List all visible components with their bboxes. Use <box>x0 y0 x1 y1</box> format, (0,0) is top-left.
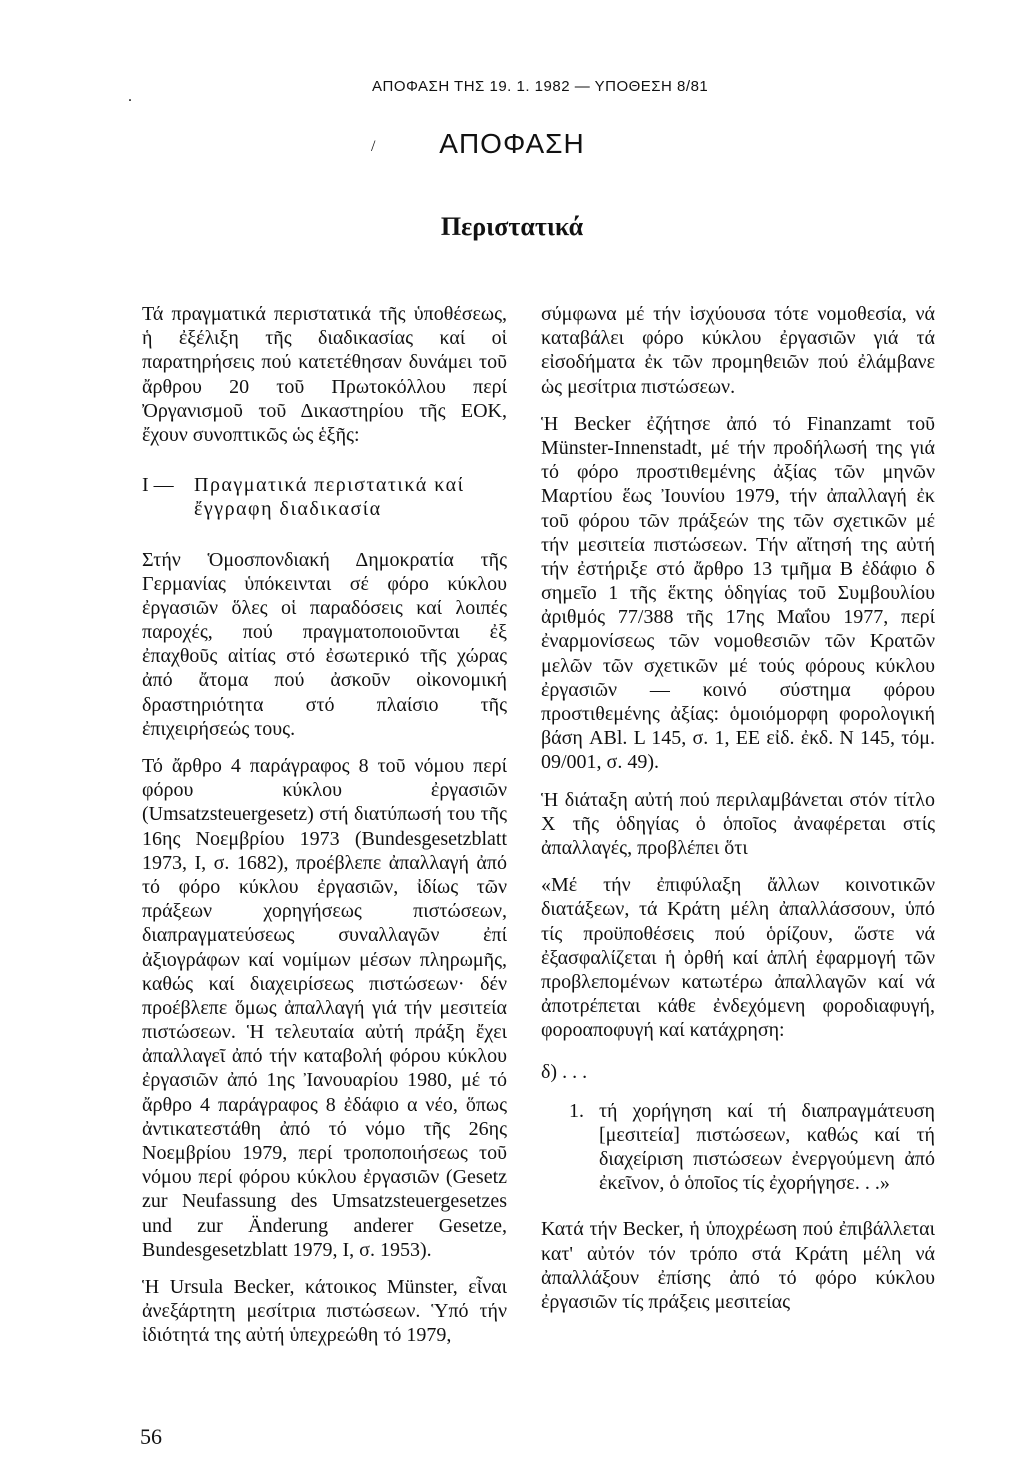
list-item <box>541 1099 935 1196</box>
right-column <box>541 302 935 1327</box>
closing-paragraph: Κατά τήν Becker, ἡ ὑποχρέωση πού ἐπιβάλλεται κατ' αὐτόν τόν τρόπο στά Κράτη μέλη νά ἀπαλλάξουν ἐπίσης ἀπό τό φόρο κύκλου ἐργασιῶν τίς πράξεις μεσιτείας <box>541 1218 935 1313</box>
page-number: 56 <box>140 1424 162 1449</box>
body-paragraph: σύμφωνα μέ τήν ἰσχύουσα τότε νομοθεσία, νά καταβάλει φόρο κύκλου ἐργασιῶν γιά τά εἰσοδήματα ἐκ τῶν προμηθειῶν πού ἐλάμβανε ὡς μεσίτρια πιστώσεων. <box>541 303 935 398</box>
section-heading <box>142 473 507 521</box>
body-paragraph: Ἡ Becker ἐζήτησε ἀπό τό Finanzamt τοῦ Münster-Innenstadt, μέ τήν προδήλωσή της γιά τό φόρο προστιθεμένης ἀξίας τῶν μηνῶν Μαρτίου ἕως Ἰουνίου 1979, τήν ἀπαλλαγή ἐκ τοῦ φόρου τῶν πράξεών της τῶν σχετικῶν μέ τήν μεσιτεία πιστώσεων. Τήν αἴτησή της αὐτή τήν ἐστήριξε στό ἄρθρο 13 τμῆμα Β ἐδάφιο δ σημεῖο 1 τῆς ἕκτης ὁδηγίας τοῦ Συμβουλίου ἀριθμός 77/388 τῆς 17ης Μαΐου 1977, περί ἐναρμονίσεως τῶν νομοθεσιῶν τῶν Κρατῶν μελῶν τῶν σχετικῶν μέ τούς φόρους κύκλου ἐργασιῶν — κοινό σύστημα φόρου προστιθεμένης ἀξίας: ὁμοιόμορφη φορολογική βάση ABl. L 145, σ. 1, ΕΕ εἰδ. ἐκδ. Ν 145, τόμ. 09/001, σ. 49). <box>541 412 935 774</box>
directive-quote: «Μέ τήν ἐπιφύλαξη ἄλλων κοινοτικῶν διατάξεων, τά Κράτη μέλη ἀπαλλάσσουν, ὑπό τίς προϋποθέσεις πού ὁρίζουν, ὥστε νά ἐξασφαλίζεται ἡ ὀρθή καί ἁπλή ἐφαρμογή τῶν προβλεπομένων κατωτέρω ἀπαλλαγῶν καί νά ἀποτρέπεται κάθε ἐνδεχόμενη φοροδιαφυγή, φοροαποφυγή καί κατάχρηση: <box>541 874 935 1042</box>
page-title: ΑΠΟΦΑΣΗ <box>439 128 585 159</box>
running-head: ΑΠΟΦΑΣΗ ΤΗΣ 19. 1. 1982 — ΥΠΟΘΕΣΗ 8/81 <box>372 78 709 95</box>
stray-slash-mark: / <box>371 138 376 155</box>
body-paragraph: Ἡ διάταξη αὐτή πού περιλαμβάνεται στόν τίτλο Χ τῆς ὁδηγίας ὁ ὁποῖος ἀναφέρεται στίς ἀπαλλαγές, προβλέπει ὅτι <box>541 788 935 859</box>
section-number: I — <box>142 474 174 497</box>
body-paragraph: Τό ἄρθρο 4 παράγραφος 8 τοῦ νόμου περί φόρου κύκλου ἐργασιῶν (Umsatzsteuergesetz) στή διατύπωσή του τῆς 16ης Νοεμβρίου 1973 (Bundesgesetzblatt 1973, I, σ. 1682), προέβλεπε ἀπαλλαγή ἀπό τό φόρο κύκλου ἐργασιῶν, ἰδίως τῶν πράξεων χορηγήσεως πιστώσεων, διαπραγματεύσεως συναλλαγῶν ἐπί ἀξιογράφων καί νομίμων μέσων πληρωμῆς, καθώς καί διαχειρίσεως πιστώσεων· δέν προέβλεπε ὅμως ἀπαλλαγή γιά τήν μεσιτεία πιστώσεων. Ἡ τελευταία αὐτή πράξη ἔχει ἀπαλλαγεῖ ἀπό τήν καταβολή φόρου κύκλου ἐργασιῶν ἀπό 1ης Ἰανουαρίου 1980, μέ τό ἄρθρο 4 παράγραφος 8 ἐδάφιο α νέο, ὅπως ἀντικατεστάθη ἀπό τό νόμο τῆς 26ης Νοεμβρίου 1979, περί τροποποιήσεως τοῦ νόμου περί φόρου κύκλου ἐργασιῶν (Gesetz zur Neufassung des Umsatzsteuergesetzes und zur Änderung anderer Gesetze, Bundesgesetzblatt 1979, I, σ. 1953). <box>142 755 507 1261</box>
body-paragraph: Ἡ Ursula Becker, κάτοικος Münster, εἶναι ἀνεξάρτητη μεσίτρια πιστώσεων. Ὑπό τήν ἰδιότητά της αὐτή ὑπεχρεώθη τό 1979, <box>142 1275 507 1347</box>
left-column <box>142 302 507 1361</box>
section-subtitle: Περιστατικά <box>440 212 584 241</box>
section-heading-text: Πραγματικά περιστατικά καί ἔγγραφη διαδικασία <box>194 474 465 521</box>
list-item-text: τή χορήγηση καί τή διαπραγμάτευση [μεσιτεία] πιστώσεων, καθώς καί τή διαχείριση πιστώσεων ἐνεργούμενη ἀπό ἐκεῖνον, ὁ ὁποῖος τίς ἐχορήγησε. . .» <box>599 1099 935 1195</box>
list-marker: δ) . . . <box>541 1061 588 1084</box>
stray-dot-mark: . <box>128 88 132 105</box>
body-paragraph: Στήν Ὁμοσπονδιακή Δημοκρατία τῆς Γερμανίας ὑπόκεινται σέ φόρο κύκλου ἐργασιῶν ὅλες οἱ παραδόσεις καί λοιπές παροχές, πού πραγματοποιοῦνται ἐξ ἐπαχθοῦς αἰτίας στό ἐσωτερικό τῆς χώρας ἀπό ἄτομα πού ἀσκοῦν οἰκονομική δραστηριότητα στό πλαίσιο τῆς ἐπιχειρήσεώς τους. <box>142 548 507 740</box>
list-item-number: 1. <box>569 1099 584 1122</box>
intro-paragraph: Τά πραγματικά περιστατικά τῆς ὑποθέσεως, ἡ ἐξέλιξη τῆς διαδικασίας καί οἱ παρατηρήσεις πού κατετέθησαν δυνάμει τοῦ ἄρθρου 20 τοῦ Πρωτοκόλλου περί Ὀργανισμοῦ τοῦ Δικαστηρίου τῆς ΕΟΚ, ἔχουν συνοπτικῶς ὡς ἑξῆς: <box>142 303 507 446</box>
